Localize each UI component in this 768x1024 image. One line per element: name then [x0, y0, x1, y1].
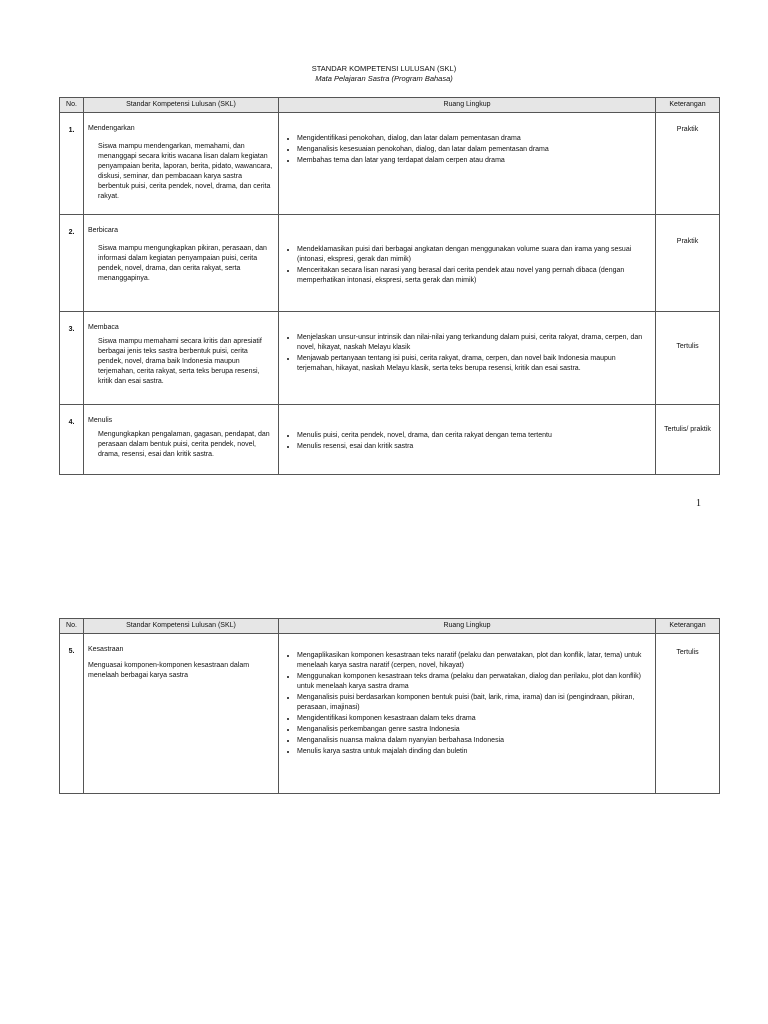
skl-cell: [84, 215, 279, 312]
list-item: • Menjawab pertanyaan tentang isi puisi, cerita rakyat, drama, cerpen, dan novel baik Indonesia maupun terjemahan, hikayat, naskah Melayu klasik, serta teks berupa resensi, kritik dan esai sastra.: [297, 354, 649, 374]
skl-title: Kesastraan: [88, 646, 124, 653]
list-item: • Menganalisis puisi berdasarkan komponen bentuk puisi (bait, larik, rima, irama) dan isi (pengindraan, pikiran, perasaan, imajinasi): [297, 693, 649, 713]
ruang-lingkup-list: [285, 245, 649, 286]
skl-cell: [84, 312, 279, 405]
table-row: [60, 215, 720, 312]
list-item: • Menulis resensi, esai dan kritik sastra: [297, 442, 649, 452]
skl-description: Siswa mampu mendengarkan, memahami, dan menanggapi secara kritis wacana lisan dalam kegiatan penyampaian berita, laporan, berita, pidato, wawancara, diskusi, seminar, dan pembacaan karya sastra berbentuk puisi, cerita pendek, novel, drama, dan cerita rakyat.: [98, 143, 273, 200]
table-header-row: [60, 98, 720, 113]
ruang-lingkup-cell: [279, 215, 656, 312]
ruang-lingkup-list: [285, 431, 649, 452]
ruang-lingkup-cell: [279, 634, 656, 794]
list-item: • Mengidentifikasi penokohan, dialog, dan latar dalam pementasan drama: [297, 134, 649, 144]
skl-description: Menguasai komponen-komponen kesastraan dalam menelaah berbagai karya sastra: [88, 662, 250, 679]
skl-title: Berbicara: [88, 227, 118, 234]
keterangan-cell: Tertulis: [656, 312, 720, 405]
list-item: • Menulis karya sastra untuk majalah dinding dan buletin: [297, 747, 649, 757]
skl-description: Siswa mampu memahami secara kritis dan apresiatif berbagai jenis teks sastra berbentuk puisi, cerita pendek, novel, drama baik Indonesia maupun terjemahan, cerita rakyat, serta teks berupa resensi, kritik dan esai sastra.: [98, 338, 262, 385]
header-keterangan: Keterangan: [656, 98, 720, 113]
list-item: • Mengaplikasikan komponen kesastraan teks naratif (pelaku dan perwatakan, plot dan konflik, latar, tema) untuk menelaah karya sastra naratif (cerpen, novel, hikayat): [297, 651, 649, 671]
list-item: • Mengidentifikasi komponen kesastraan dalam teks drama: [297, 714, 649, 724]
list-item: • Menjelaskan unsur-unsur intrinsik dan nilai-nilai yang terkandung dalam puisi, cerita rakyat, drama, cerpen, dan novel, hikayat, naskah Melayu klasik: [297, 333, 649, 353]
table-row: [60, 634, 720, 794]
keterangan-cell: Tertulis/ praktik: [656, 405, 720, 475]
ruang-lingkup-cell: [279, 113, 656, 215]
ruang-lingkup-list: [285, 333, 649, 374]
keterangan-cell: Tertulis: [656, 634, 720, 794]
header-keterangan: Keterangan: [656, 619, 720, 634]
skl-title: Menulis: [88, 417, 113, 424]
skl-title: Membaca: [88, 324, 119, 331]
list-item: • Mendeklamasikan puisi dari berbagai angkatan dengan menggunakan volume suara dan irama yang sesuai (intonasi, ekspresi, gerak dan mimik): [297, 245, 649, 265]
header-skl: Standar Kompetensi Lulusan (SKL): [84, 619, 279, 634]
document-title: STANDAR KOMPETENSI LULUSAN (SKL): [311, 64, 457, 73]
header-ruang-lingkup: Ruang Lingkup: [279, 98, 656, 113]
skl-table-page-2: [59, 618, 720, 794]
header-ruang-lingkup: Ruang Lingkup: [279, 619, 656, 634]
skl-title: Mendengarkan: [88, 125, 135, 132]
table-row: [60, 113, 720, 215]
skl-cell: [84, 405, 279, 475]
header-no: No.: [60, 619, 84, 634]
ruang-lingkup-list: [285, 134, 649, 166]
skl-description: Siswa mampu mengungkapkan pikiran, perasaan, dan informasi dalam kegiatan penyampaian puisi, cerita pendek, novel, drama, dan cerita rakyat, serta menanggapinya.: [98, 245, 267, 282]
row-number: 5.: [60, 634, 84, 794]
header-skl: Standar Kompetensi Lulusan (SKL): [84, 98, 279, 113]
document-header: [0, 64, 768, 84]
list-item: • Menganalisis nuansa makna dalam nyanyian berbahasa Indonesia: [297, 736, 649, 746]
list-item: • Menceritakan secara lisan narasi yang berasal dari cerita pendek atau novel yang pernah dibaca (dengan memperhatikan intonasi, ekspresi, serta gerak dan mimik): [297, 266, 649, 286]
document-subtitle: Mata Pelajaran Sastra (Program Bahasa): [315, 74, 453, 83]
row-number: 2.: [60, 215, 84, 312]
row-number: 1.: [60, 113, 84, 215]
header-no: No.: [60, 98, 84, 113]
page-number: 1: [696, 498, 701, 509]
table-row: [60, 405, 720, 475]
row-number: 3.: [60, 312, 84, 405]
keterangan-cell: Praktik: [656, 113, 720, 215]
ruang-lingkup-cell: [279, 405, 656, 475]
skl-cell: [84, 634, 279, 794]
table-header-row: [60, 619, 720, 634]
list-item: • Menganalisis perkembangan genre sastra Indonesia: [297, 725, 649, 735]
row-number: 4.: [60, 405, 84, 475]
skl-cell: [84, 113, 279, 215]
list-item: • Menulis puisi, cerita pendek, novel, drama, dan cerita rakyat dengan tema tertentu: [297, 431, 649, 441]
table-row: [60, 312, 720, 405]
list-item: • Menganalisis kesesuaian penokohan, dialog, dan latar dalam pementasan drama: [297, 145, 649, 155]
ruang-lingkup-cell: [279, 312, 656, 405]
ruang-lingkup-list: [285, 651, 649, 757]
list-item: • Menggunakan komponen kesastraan teks drama (pelaku dan perwatakan, dialog dan perilaku, plot dan konflik) untuk menelaah karya sastra drama: [297, 672, 649, 692]
keterangan-cell: Praktik: [656, 215, 720, 312]
skl-description: Mengungkapkan pengalaman, gagasan, pendapat, dan perasaan dalam bentuk puisi, cerita pendek, novel, drama, resensi, esai dan kritik sastra.: [98, 431, 270, 458]
list-item: • Membahas tema dan latar yang terdapat dalam cerpen atau drama: [297, 156, 649, 166]
skl-table-page-1: [59, 97, 720, 475]
